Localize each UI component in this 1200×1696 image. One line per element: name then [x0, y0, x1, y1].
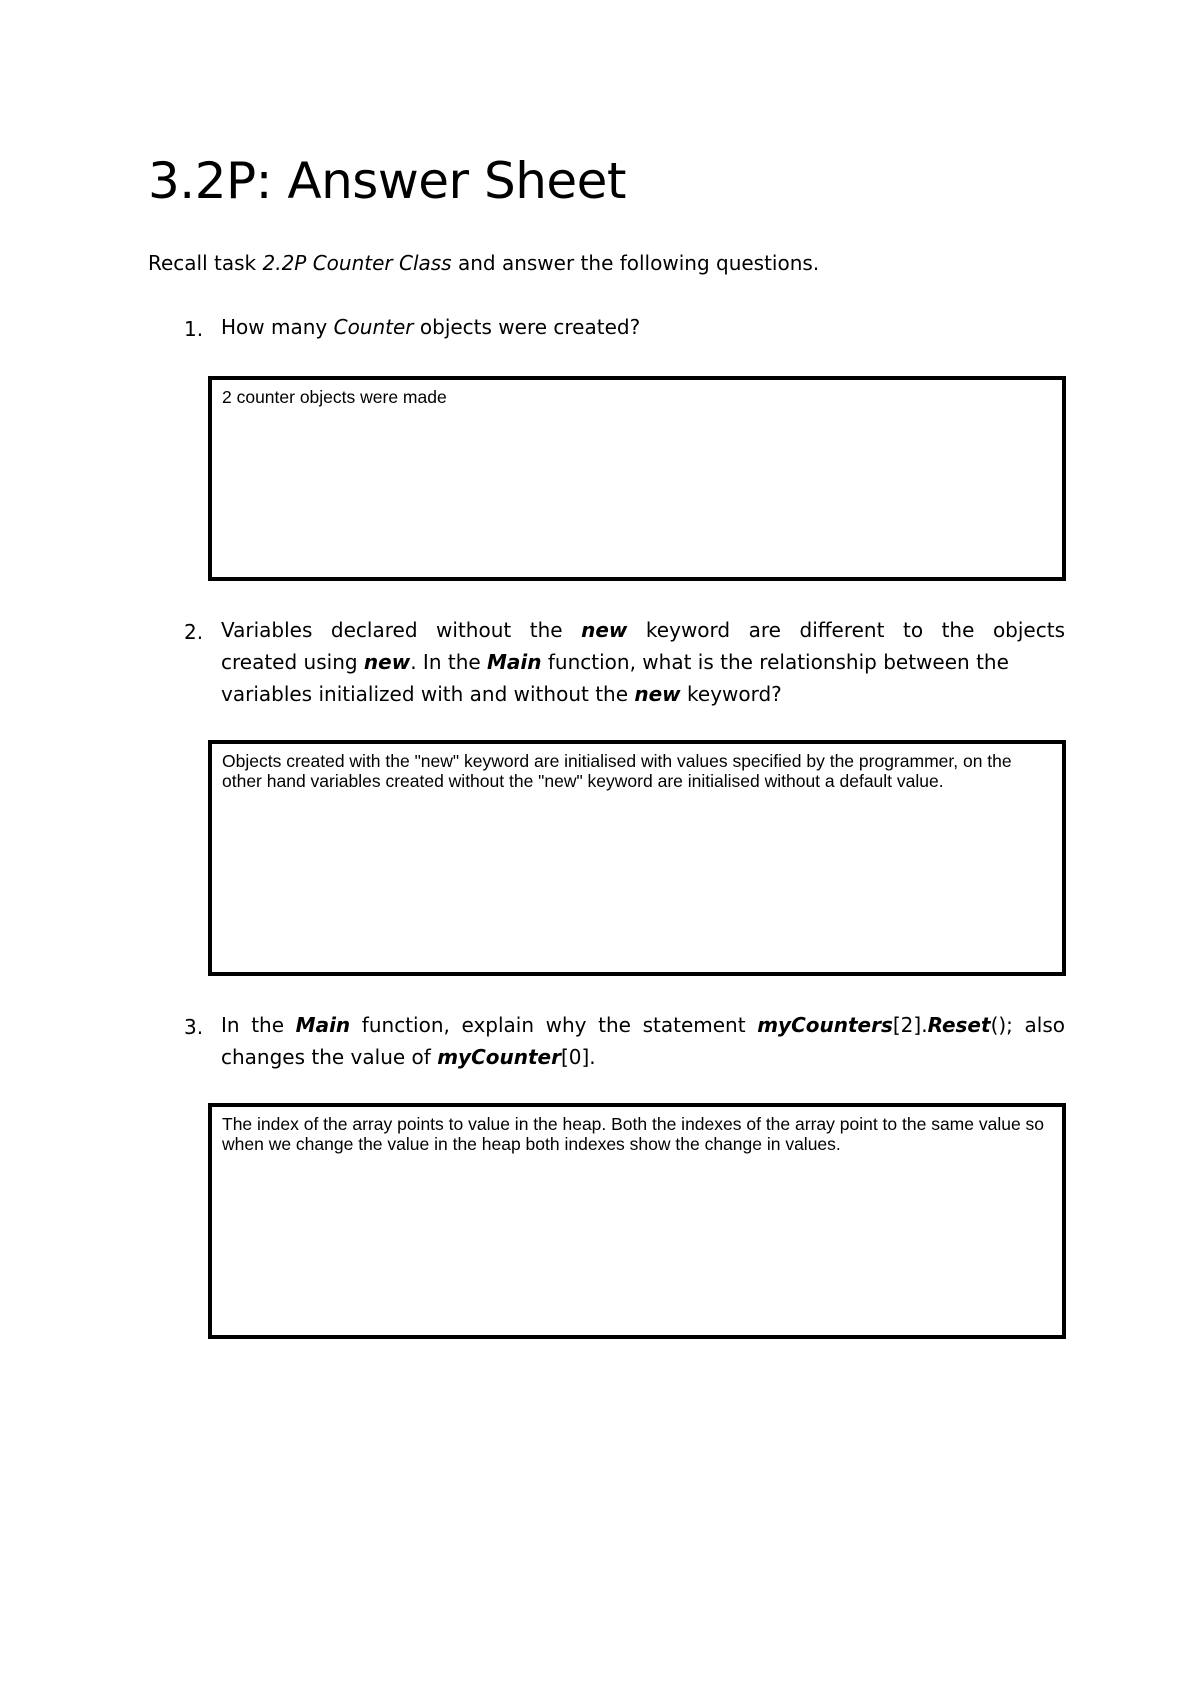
question-2-line-2 [221, 646, 1065, 678]
intro-part2: and answer the following questions. [451, 251, 820, 275]
q2-l2-b: new [363, 650, 411, 674]
question-2-number: 2. [184, 620, 204, 644]
question-3-line-2 [221, 1041, 1065, 1073]
intro-part1: Recall task [148, 251, 263, 275]
question-1-number: 1. [184, 317, 204, 341]
q2-l1-b: new [581, 618, 628, 642]
intro-text [148, 251, 819, 275]
intro-task-name: 2.2P Counter Class [262, 251, 452, 275]
question-2-text [221, 614, 1065, 710]
question-1-line-1 [221, 311, 1065, 343]
q3-l1-f: Reset [927, 1013, 991, 1037]
q3-l1-c: function, explain why the statement [350, 1013, 758, 1037]
q2-l3-c: keyword? [680, 682, 782, 706]
q2-l3-b: new [634, 682, 681, 706]
question-3-text [221, 1009, 1065, 1073]
q3-l1-e: [2]. [892, 1013, 928, 1037]
q3-l2-b: myCounter [437, 1045, 561, 1069]
question-3-line-1 [221, 1009, 1065, 1041]
answer-1-box[interactable]: 2 counter objects were made [208, 376, 1066, 581]
q3-l2-a: changes the value of [221, 1045, 438, 1069]
page-title: 3.2P: Answer Sheet [148, 152, 627, 210]
q3-l2-c: [0]. [560, 1045, 596, 1069]
q2-l2-e: function, what is the relationship between the [541, 650, 1009, 674]
q2-l1-c: keyword are different to the objects [627, 618, 1065, 642]
answer-3-box[interactable]: The index of the array points to value in the heap. Both the indexes of the array point to the same value so when we change the value in the heap both indexes show the change in values. [208, 1103, 1066, 1339]
q2-l3-a: variables initialized with and without the [221, 682, 635, 706]
question-2-line-3 [221, 678, 1065, 710]
question-2-line-1 [221, 614, 1065, 646]
q1-l1-a: How many [221, 315, 334, 339]
q3-l1-d: myCounters [757, 1013, 893, 1037]
q3-l1-a: In the [221, 1013, 296, 1037]
question-3-number: 3. [184, 1015, 204, 1039]
answer-2-box[interactable]: Objects created with the "new" keyword are initialised with values specified by the programmer, on the other hand variables created without the "new" keyword are initialised without a default value. [208, 740, 1066, 976]
q3-l1-g: (); [990, 1013, 1013, 1037]
q3-l1-b: Main [295, 1013, 351, 1037]
q2-l2-d: Main [487, 650, 542, 674]
q1-l1-b: Counter [333, 315, 414, 339]
q3-l1-h: also [1012, 1013, 1066, 1037]
q1-l1-c: objects were created? [413, 315, 641, 339]
question-1-text [221, 311, 1065, 343]
q2-l2-a: created using [221, 650, 364, 674]
q2-l2-c: . In the [410, 650, 488, 674]
q2-l1-a: Variables declared without the [221, 618, 582, 642]
